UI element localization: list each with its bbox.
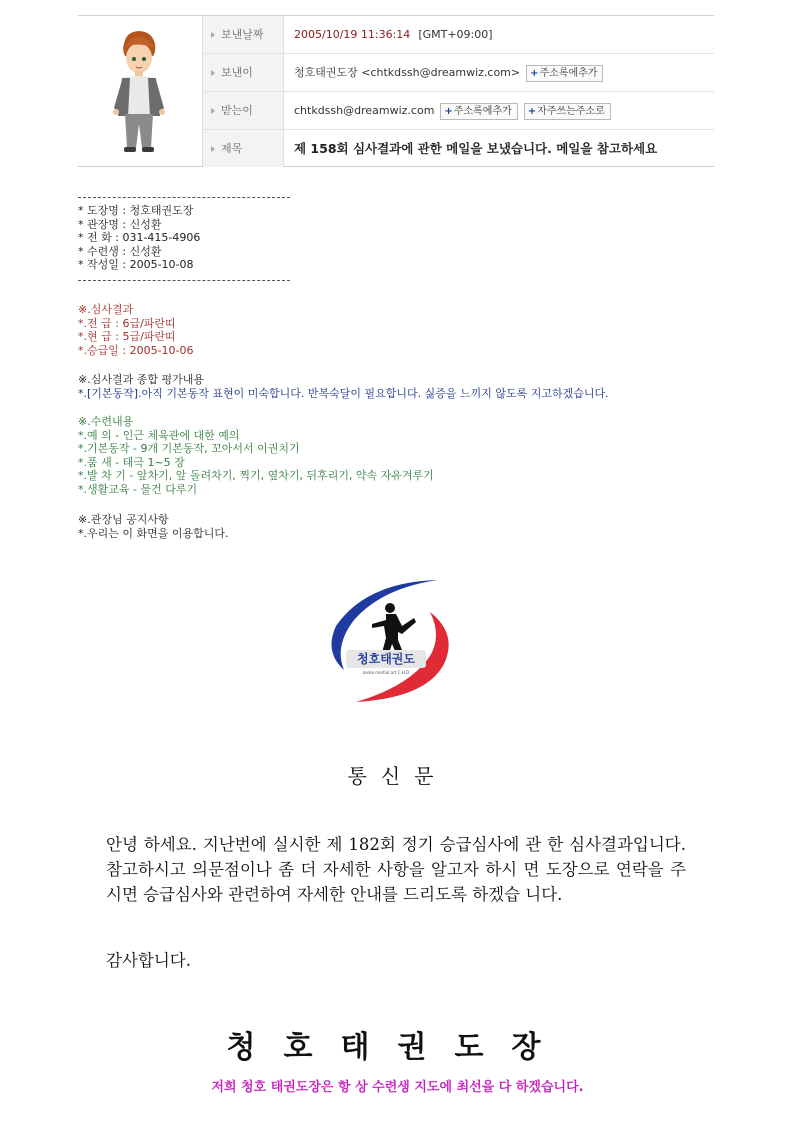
- row-arrow-icon: [211, 108, 215, 114]
- header-row-date: [203, 16, 714, 54]
- divider-top: [78, 197, 290, 198]
- sender-label-cell: [203, 54, 284, 91]
- plus-icon: +: [530, 67, 539, 79]
- result-current-rank: *.현 급 : 5급/파란띠: [78, 330, 176, 343]
- add-contact-label: 주소록에추가: [539, 67, 598, 79]
- evaluation-block: [78, 373, 609, 400]
- training-poomsae: *.품 새 - 태극 1~5 장: [78, 455, 185, 469]
- notice-title: 통신문: [347, 764, 448, 788]
- timezone-value: [GMT+09:00]: [418, 28, 493, 41]
- info-written-date: * 작성일 : 2005-10-08: [78, 258, 194, 271]
- add-to-frequent-button[interactable]: [524, 103, 611, 120]
- training-title: ※.수련내용: [78, 415, 134, 428]
- notice-thanks: 감사합니다.: [106, 951, 191, 970]
- info-master-name: * 관장명 : 신성환: [78, 217, 162, 231]
- row-arrow-icon: [211, 32, 215, 38]
- training-kicks: *.발 차 기 - 앞차기, 앞 돌려차기, 찍기, 옆차기, 뒤후리기, 약속 자유겨루기: [78, 469, 434, 482]
- info-phone: * 전 화 : 031-415-4906: [78, 231, 201, 244]
- result-promotion-date: *.승급일 : 2005-10-06: [78, 343, 194, 357]
- announcement-block: [78, 513, 229, 540]
- result-block: [78, 303, 194, 357]
- logo-text: 청호태권도: [357, 652, 415, 666]
- subject-value: 제 158회 심사결과에 관한 메일을 보냈습니다. 메일을 참고하세요: [294, 141, 658, 156]
- sender-label: 보낸이: [221, 66, 253, 79]
- sender-avatar: [78, 16, 203, 166]
- announcement-title: ※.관장님 공지사항: [78, 513, 169, 526]
- taekwondo-logo-icon: [326, 574, 460, 708]
- recipient-address[interactable]: chtkdssh@dreamwiz.com: [294, 104, 435, 117]
- dojo-logo: [326, 574, 460, 708]
- training-basics: *.기본동작 - 9개 기본동작, 꼬아서서 이권치기: [78, 442, 300, 455]
- row-arrow-icon: [211, 146, 215, 152]
- subject-label: 제목: [221, 142, 243, 155]
- subject-label-cell: [203, 130, 284, 167]
- dojo-slogan: 저희 청호 태권도장은 항 상 수련생 지도에 최선을 다 하겠습니다.: [211, 1080, 584, 1095]
- header-row-recipient: [203, 92, 714, 130]
- add-sender-to-contacts-button[interactable]: [526, 65, 603, 82]
- recipient-label-cell: [203, 92, 284, 129]
- evaluation-title: ※.심사결과 종합 평가내용: [78, 373, 204, 386]
- sender-value-cell: [294, 54, 603, 91]
- date-value-cell: [294, 16, 493, 53]
- plus-icon: +: [527, 105, 537, 117]
- training-block: [78, 415, 434, 496]
- notice-body: 안녕 하세요. 지난번에 실시한 제 182회 정기 승급심사에 관 한 심사결과입니다. 참고하시고 의문점이나 좀 더 자세한 사항을 알고자 하시 면 도장으로 연락을 주시면 승급심사와 관련하여 자세한 안내를 드리도록 하겠습 니다.: [106, 835, 686, 904]
- info-student: * 수련생 : 신성환: [78, 244, 162, 258]
- training-life-education: *.생활교육 - 물건 다루기: [78, 482, 198, 496]
- add-recipient-to-contacts-button[interactable]: [440, 103, 517, 120]
- header-row-subject: [203, 130, 714, 167]
- header-row-sender: [203, 54, 714, 92]
- add-contact-label: 주소록에추가: [453, 105, 512, 117]
- date-label-cell: [203, 16, 284, 53]
- frequent-address-label: 자주쓰는주소로: [537, 105, 605, 117]
- logo-subtext: korea martial art C.H.D: [362, 670, 410, 675]
- recipient-label: 받는이: [221, 104, 253, 117]
- sender-address[interactable]: 청호태권도장 <chtkdssh@dreamwiz.com>: [294, 66, 521, 79]
- result-title: ※.심사결과: [78, 303, 134, 316]
- divider-bottom: [78, 280, 290, 281]
- result-previous-rank: *.전 급 : 6급/파란띠: [78, 316, 176, 330]
- info-block: [78, 204, 200, 272]
- row-arrow-icon: [211, 70, 215, 76]
- announcement-text: *.우리는 이 화면을 이용합니다.: [78, 526, 229, 540]
- date-label: 보낸날짜: [221, 28, 264, 41]
- evaluation-text: *.[기본동작].아직 기본동작 표현이 미숙합니다. 반복숙달이 필요합니다. 싫증을 느끼지 않도록 지고하겠습니다.: [78, 386, 609, 400]
- dojo-signature: 청호태권도장: [226, 1030, 569, 1065]
- info-dojo-name: * 도장명 : 청호태권도장: [78, 204, 194, 217]
- plus-icon: +: [444, 105, 453, 117]
- avatar-character-icon: [78, 16, 202, 166]
- recipient-value-cell: [294, 92, 611, 129]
- date-value: 2005/10/19 11:36:14: [294, 28, 411, 41]
- training-etiquette: *.예 의 - 인근 체육관에 대한 예의: [78, 428, 240, 442]
- mail-header: [78, 15, 714, 167]
